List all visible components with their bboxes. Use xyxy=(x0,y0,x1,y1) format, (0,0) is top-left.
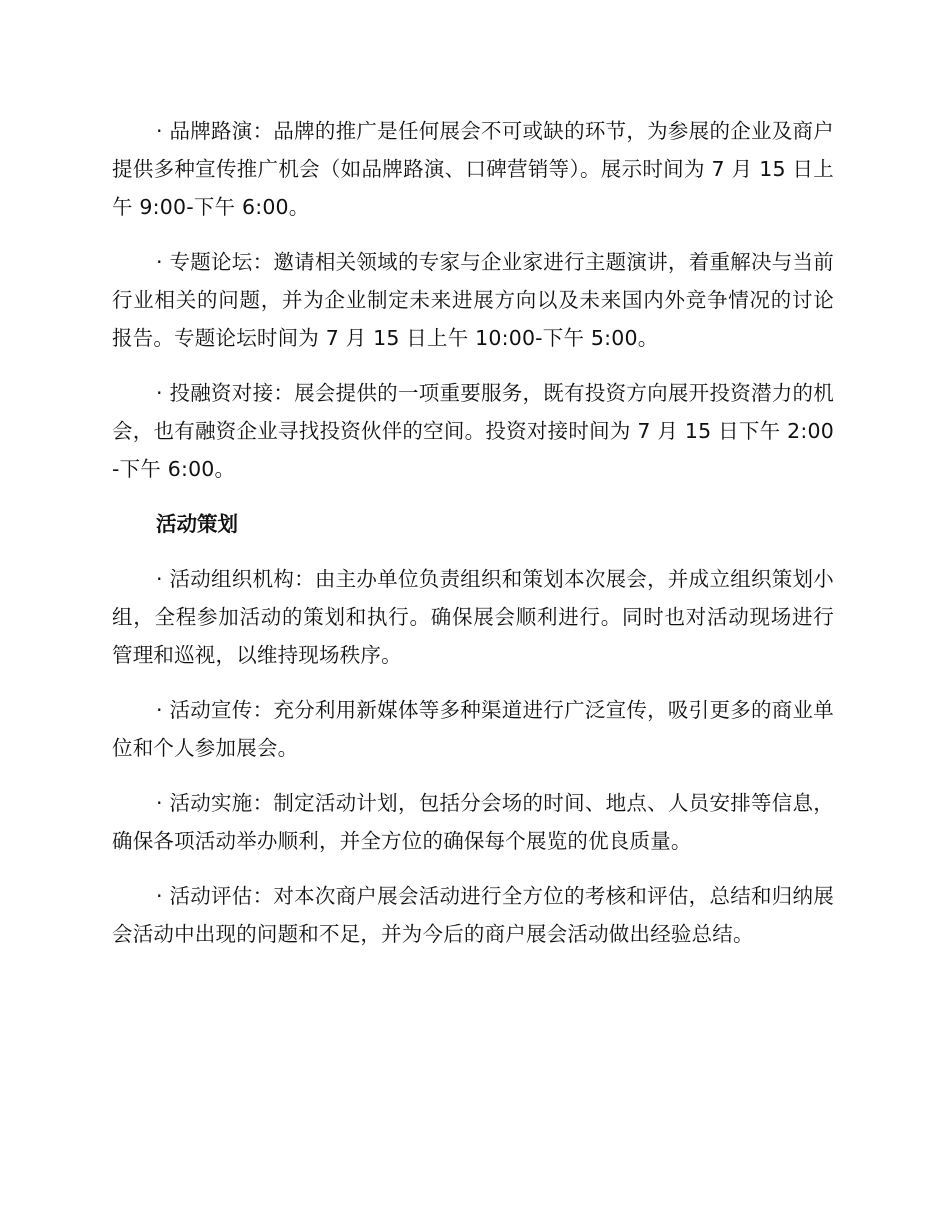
paragraph-brand-roadshow: · 品牌路演：品牌的推广是任何展会不可或缺的环节，为参展的企业及商户提供多种宣传推广机会（如品牌路演、口碑营销等）。展示时间为 7 月 15 日上午 9:00-下午 6:00。 xyxy=(112,119,834,219)
paragraph-implementation: · 活动实施：制定活动计划，包括分会场的时间、地点、人员安排等信息，确保各项活动举办顺利，并全方位的确保每个展览的优良质量。 xyxy=(112,791,834,853)
section-heading-activity-planning: 活动策划 xyxy=(156,512,238,536)
paragraph-evaluation: · 活动评估：对本次商户展会活动进行全方位的考核和评估，总结和归纳展会活动中出现的问题和不足，并为今后的商户展会活动做出经验总结。 xyxy=(112,884,834,946)
paragraph-organization: · 活动组织机构：由主办单位负责组织和策划本次展会，并成立组织策划小组，全程参加活动的策划和执行。确保展会顺利进行。同时也对活动现场进行管理和巡视，以维持现场秩序。 xyxy=(112,567,834,667)
paragraph-investment-matching: · 投融资对接：展会提供的一项重要服务，既有投资方向展开投资潜力的机会，也有融资企业寻找投资伙伴的空间。投资对接时间为 7 月 15 日下午 2:00-下午 6:00。 xyxy=(112,381,834,481)
paragraph-promotion: · 活动宣传：充分利用新媒体等多种渠道进行广泛宣传，吸引更多的商业单位和个人参加展会。 xyxy=(112,698,834,760)
paragraph-topic-forum: · 专题论坛：邀请相关领域的专家与企业家进行主题演讲，着重解决与当前行业相关的问题，并为企业制定未来进展方向以及未来国内外竞争情况的讨论报告。专题论坛时间为 7 月 15 日上午 10:00-下午 5:00。 xyxy=(112,250,834,350)
document-page xyxy=(112,112,834,970)
